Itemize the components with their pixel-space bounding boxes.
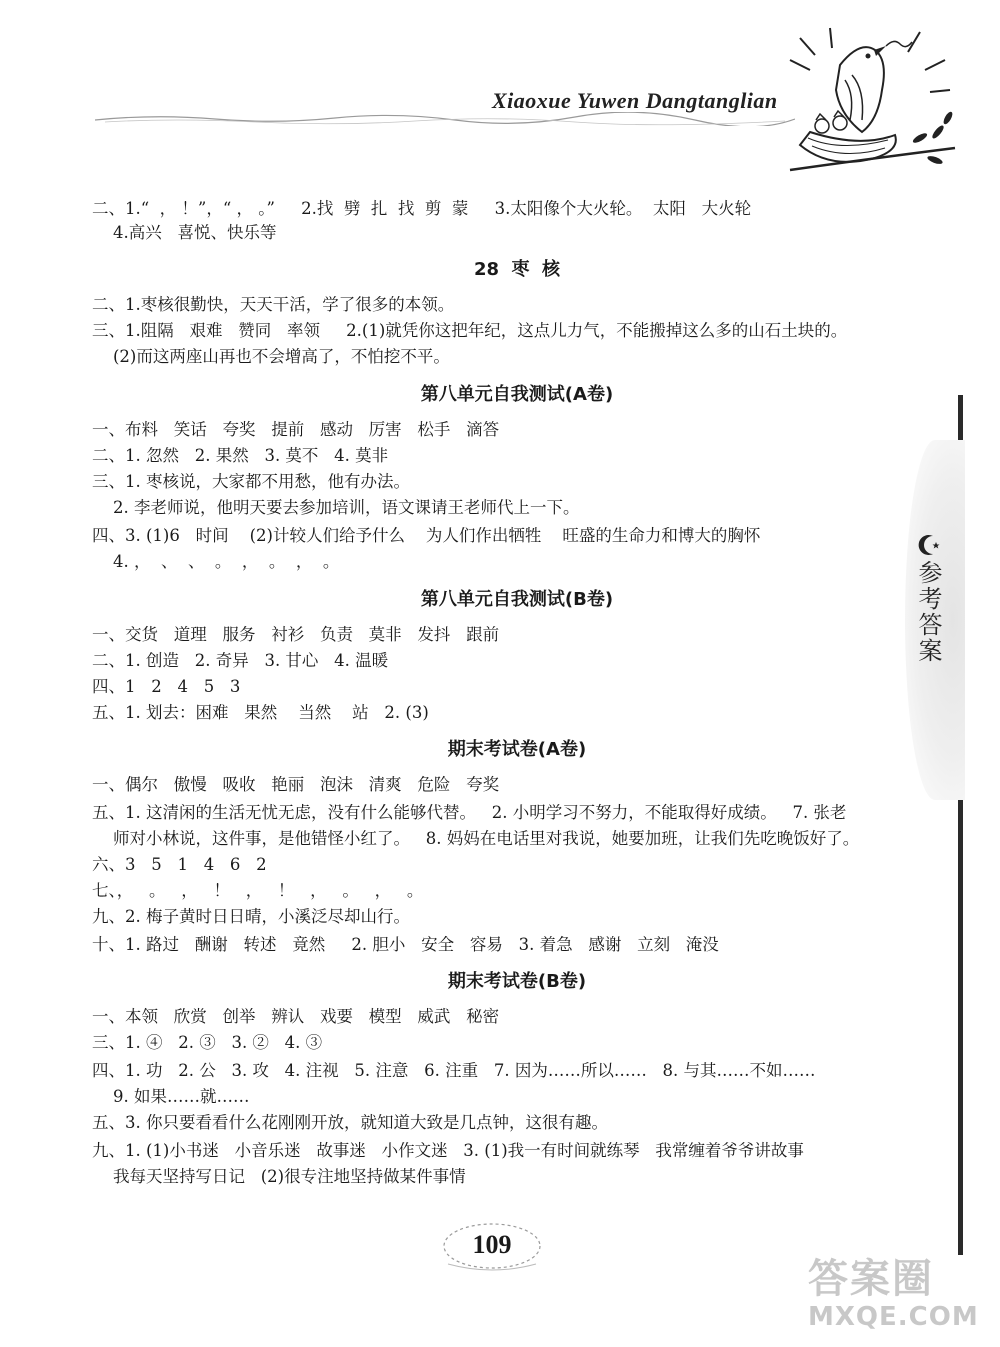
answer-line: 4. ， 、 、 。 ， 。 ， 。: [92, 552, 340, 571]
answer-line: 师对小林说，这件事，是他错怪小红了。 8. 妈妈在电话里对我说，她要加班，让我们先吃晚饭好了。: [92, 829, 860, 848]
answer-line: 十、1. 路过 酬谢 转述 竟然 2. 胆小 安全 容易 3. 着急 感谢 立刻 淹没: [92, 935, 719, 954]
answer-line: 4.高兴 喜悦、快乐等: [92, 223, 277, 242]
answer-line: 2. 李老师说，他明天要去参加培训，语文课请王老师代上一下。: [92, 498, 580, 517]
answer-line: 二、1. 创造 2. 奇异 3. 甘心 4. 温暖: [92, 651, 389, 670]
section-heading: 第八单元自我测试(A卷): [420, 384, 614, 405]
answer-line: 一、布料 笑话 夸奖 提前 感动 厉害 松手 滴答: [92, 420, 500, 439]
answer-line: 一、交货 道理 服务 衬衫 负责 莫非 发抖 跟前: [92, 625, 500, 644]
answer-line: 四、1. 功 2. 公 3. 攻 4. 注视 5. 注意 6. 注重 7. 因为……所以…… 8. 与其……不如……: [92, 1061, 816, 1080]
answer-line: 五、1. 划去：困难 果然 当然 站 2. (3): [92, 703, 429, 722]
watermark-title: 答案圈: [808, 1256, 934, 1302]
answer-line: 四、3. (1)6 时间 (2)计较人们给予什么 为人们作出牺牲 旺盛的生命力和博大的胸怀: [92, 526, 761, 545]
answer-line: 三、1. ④ 2. ③ 3. ② 4. ③: [92, 1033, 323, 1052]
answer-line: 五、3. 你只要看看什么花刚刚开放，就知道大致是几点钟，这很有趣。: [92, 1113, 608, 1132]
answer-line: 三、1.阻隔 艰难 赞同 率领 2.(1)就凭你这把年纪，这点儿力气，不能搬掉这么多的山石土块的。: [92, 321, 848, 340]
answer-line: 9. 如果……就……: [92, 1087, 250, 1106]
answer-line: 四、1 2 4 5 3: [92, 677, 241, 696]
moon-star-icon: [916, 532, 942, 558]
answer-line: 二、1.“ ， ！”，“ ， 。” 2.找 劈 扎 找 剪 蒙 3.太阳像个大火轮。 太阳 大火轮: [92, 199, 752, 218]
watermark-url: MXQE.COM: [808, 1302, 979, 1332]
answer-line: 九、1. (1)小书迷 小音乐迷 故事迷 小作文迷 3. (1)我一有时间就练琴 我常缠着爷爷讲故事: [92, 1141, 804, 1160]
section-heading: 期末考试卷(B卷): [447, 971, 587, 992]
side-tab-label: 参考答案: [914, 560, 942, 664]
header-title: Xiaoxue Yuwen Dangtanglian: [492, 88, 778, 113]
answer-line: 六、3 5 1 4 6 2: [92, 855, 267, 874]
answer-line: 一、偶尔 傲慢 吸收 艳丽 泡沫 清爽 危险 夸奖: [92, 775, 500, 794]
answer-line: 我每天坚持写日记 (2)很专注地坚持做某件事情: [92, 1167, 466, 1186]
answer-line: 七、， 。 ， ！ ， ！ ， 。 ， 。: [92, 881, 424, 900]
watermark: [808, 1256, 993, 1342]
answer-line: 二、1. 忽然 2. 果然 3. 莫不 4. 莫非: [92, 446, 389, 465]
answer-line: 三、1. 枣核说，大家都不用愁，他有办法。: [92, 472, 410, 491]
answer-line: 二、1.枣核很勤快，天天干活，学了很多的本领。: [92, 295, 455, 314]
header-decorative-line: [95, 112, 795, 126]
answer-line: 一、本领 欣赏 创举 辨认 戏要 模型 威武 秘密: [92, 1007, 500, 1026]
page-number: 109: [472, 1230, 512, 1259]
section-heading: 第八单元自我测试(B卷): [420, 589, 614, 610]
bird-nest-illustration: [770, 20, 960, 180]
answer-line: (2)而这两座山再也不会增高了，不怕挖不平。: [92, 347, 450, 366]
answer-line: 九、2. 梅子黄时日日晴，小溪泛尽却山行。: [92, 907, 410, 926]
section-heading: 期末考试卷(A卷): [447, 739, 587, 760]
answer-line: 五、1. 这清闲的生活无忧无虑，没有什么能够代替。 2. 小明学习不努力，不能取得好成绩。 7. 张老: [92, 803, 847, 822]
section-heading: 28 枣 核: [473, 259, 561, 280]
